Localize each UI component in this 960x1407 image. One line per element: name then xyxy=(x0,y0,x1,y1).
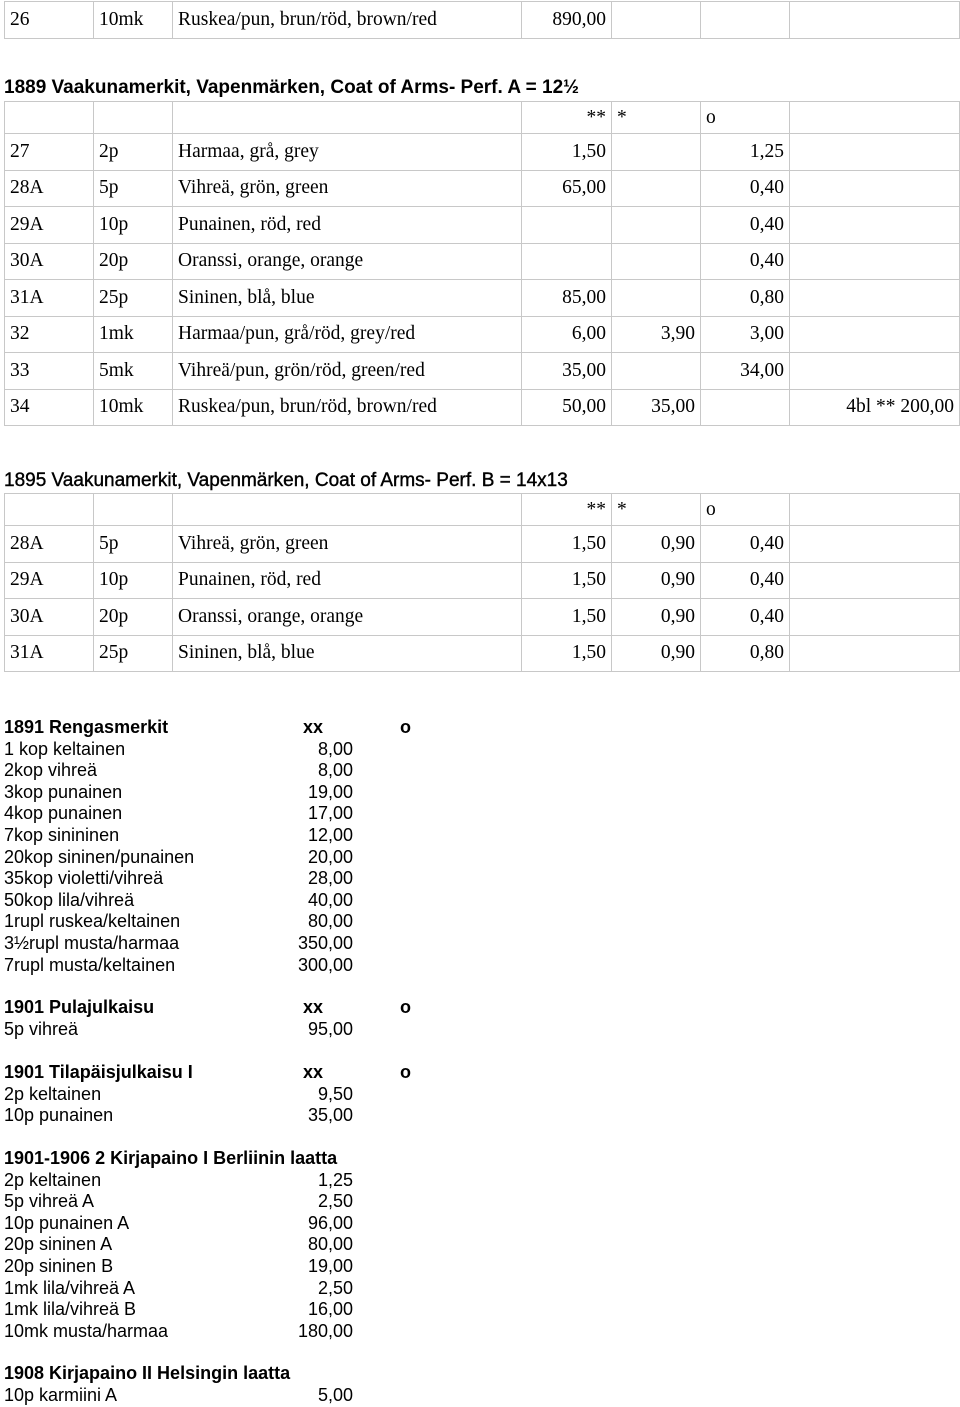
price-mint-hinged: 0,90 xyxy=(612,635,701,672)
item-name: 4kop punainen xyxy=(4,803,123,824)
table-row xyxy=(5,389,960,426)
item-price: 1,25 xyxy=(317,1169,353,1190)
item-name: 3½rupl musta/harmaa xyxy=(4,932,180,953)
catalog-number: 27 xyxy=(5,134,94,171)
section-title-text: 1895 Vaakunamerkit, Vapenmärken, Coat of Arms- Perf. B = 14x13 xyxy=(4,470,568,491)
empty-cell xyxy=(5,494,94,526)
denomination: 5p xyxy=(94,170,173,207)
item-price: 5,00 xyxy=(317,1384,353,1405)
item-name: 10mk musta/harmaa xyxy=(4,1320,169,1341)
item-price: 2,50 xyxy=(317,1277,353,1298)
price-mint-hinged: 0,90 xyxy=(612,562,701,599)
item-price: 80,00 xyxy=(307,1234,353,1255)
color-description: Sininen, blå, blue xyxy=(173,635,522,672)
table-row xyxy=(5,170,960,207)
item-name: 2p keltainen xyxy=(4,1169,102,1190)
catalog-number: 33 xyxy=(5,353,94,390)
catalog-number: 31A xyxy=(5,635,94,672)
color-description: Ruskea/pun, brun/röd, brown/red xyxy=(173,2,522,39)
item-name: 7kop sinininen xyxy=(4,824,120,845)
item-name: 1rupl ruskea/keltainen xyxy=(4,911,181,932)
item-price: 8,00 xyxy=(317,760,353,781)
column-header-used: o xyxy=(400,997,411,1017)
item-price: 95,00 xyxy=(307,1018,353,1039)
column-header-used: o xyxy=(400,1062,411,1082)
color-description: Vihreä, grön, green xyxy=(173,170,522,207)
column-header-used: o xyxy=(400,717,411,737)
price-used xyxy=(701,2,790,39)
denomination: 10p xyxy=(94,207,173,244)
price-mint-hinged: 35,00 xyxy=(612,389,701,426)
price-mint-hinged xyxy=(612,2,701,39)
extra-note xyxy=(790,353,960,390)
header-mint-hinged: * xyxy=(612,494,701,526)
price-used: 0,40 xyxy=(701,562,790,599)
price-mint-nh xyxy=(522,243,612,280)
item-name: 10p punainen A xyxy=(4,1212,130,1233)
extra-note xyxy=(790,316,960,353)
empty-cell xyxy=(790,102,960,134)
item-price: 8,00 xyxy=(317,738,353,759)
extra-note xyxy=(790,207,960,244)
catalog-number: 30A xyxy=(5,599,94,636)
item-price: 20,00 xyxy=(307,846,353,867)
price-mint-hinged: 3,90 xyxy=(612,316,701,353)
table-row xyxy=(5,353,960,390)
color-description: Vihreä, grön, green xyxy=(173,526,522,563)
price-mint-nh xyxy=(522,207,612,244)
color-description: Punainen, röd, red xyxy=(173,207,522,244)
catalog-number: 32 xyxy=(5,316,94,353)
header-used: o xyxy=(701,494,790,526)
empty-cell xyxy=(94,494,173,526)
price-used: 34,00 xyxy=(701,353,790,390)
extra-note xyxy=(790,243,960,280)
price-mint-nh: 65,00 xyxy=(522,170,612,207)
item-price: 96,00 xyxy=(307,1212,353,1233)
denomination: 10mk xyxy=(94,389,173,426)
price-used: 0,40 xyxy=(701,526,790,563)
table-row xyxy=(5,207,960,244)
price-used: 0,40 xyxy=(701,599,790,636)
column-header-mint: xx xyxy=(303,717,324,737)
empty-cell xyxy=(790,494,960,526)
item-name: 5p vihreä xyxy=(4,1018,79,1039)
color-description: Harmaa, grå, grey xyxy=(173,134,522,171)
column-header-mint: xx xyxy=(303,1062,324,1082)
price-mint-hinged xyxy=(612,170,701,207)
price-mint-nh: 1,50 xyxy=(522,635,612,672)
item-name: 2p keltainen xyxy=(4,1083,102,1104)
denomination: 5p xyxy=(94,526,173,563)
section-title-1895 xyxy=(4,470,568,492)
table-row xyxy=(5,280,960,317)
list-title: 1891 Rengasmerkit xyxy=(4,717,169,737)
extra-note: 4bl ** 200,00 xyxy=(790,389,960,426)
empty-cell xyxy=(94,102,173,134)
list-title: 1901-1906 2 Kirjapaino I Berliinin laatta xyxy=(4,1148,338,1168)
header-used: o xyxy=(701,102,790,134)
header-mint-hinged: * xyxy=(612,102,701,134)
price-used: 3,00 xyxy=(701,316,790,353)
item-price: 35,00 xyxy=(307,1105,353,1126)
item-name: 1mk lila/vihreä A xyxy=(4,1277,136,1298)
price-mint-nh: 85,00 xyxy=(522,280,612,317)
denomination: 10p xyxy=(94,562,173,599)
table-row xyxy=(5,134,960,171)
denomination: 2p xyxy=(94,134,173,171)
price-used: 0,80 xyxy=(701,280,790,317)
extra-note xyxy=(790,635,960,672)
item-name: 35kop violetti/vihreä xyxy=(4,868,164,889)
color-description: Harmaa/pun, grå/röd, grey/red xyxy=(173,316,522,353)
color-description: Oranssi, orange, orange xyxy=(173,243,522,280)
column-header-mint: xx xyxy=(303,997,324,1017)
extra-note xyxy=(790,170,960,207)
denomination: 10mk xyxy=(94,2,173,39)
section-title-1889 xyxy=(4,77,579,99)
item-price: 40,00 xyxy=(307,889,353,910)
item-price: 350,00 xyxy=(297,932,353,953)
stamp-table-1889 xyxy=(4,101,960,426)
price-used: 1,25 xyxy=(701,134,790,171)
price-mint-nh: 1,50 xyxy=(522,526,612,563)
denomination: 20p xyxy=(94,243,173,280)
price-mint-nh: 35,00 xyxy=(522,353,612,390)
catalog-number: 30A xyxy=(5,243,94,280)
item-price: 80,00 xyxy=(307,911,353,932)
table-row xyxy=(5,526,960,563)
extra-note xyxy=(790,562,960,599)
item-price: 28,00 xyxy=(307,868,353,889)
price-used: 0,80 xyxy=(701,635,790,672)
price-used: 0,40 xyxy=(701,170,790,207)
item-price: 16,00 xyxy=(307,1299,353,1320)
table-header-row xyxy=(5,494,960,526)
item-name: 10p karmiini A xyxy=(4,1384,118,1405)
item-name: 20p sininen A xyxy=(4,1234,113,1255)
table-row xyxy=(5,316,960,353)
empty-cell xyxy=(173,494,522,526)
empty-cell xyxy=(5,102,94,134)
catalog-number: 28A xyxy=(5,170,94,207)
color-description: Ruskea/pun, brun/röd, brown/red xyxy=(173,389,522,426)
item-price: 19,00 xyxy=(307,781,353,802)
table-row xyxy=(5,599,960,636)
item-price: 17,00 xyxy=(307,803,353,824)
extra-note xyxy=(790,2,960,39)
denomination: 1mk xyxy=(94,316,173,353)
price-used: 0,40 xyxy=(701,243,790,280)
item-name: 2kop vihreä xyxy=(4,760,98,781)
catalog-number: 34 xyxy=(5,389,94,426)
item-name: 1mk lila/vihreä B xyxy=(4,1299,137,1320)
table-row xyxy=(5,243,960,280)
price-used xyxy=(701,389,790,426)
item-price: 300,00 xyxy=(297,954,353,975)
stamp-table-continued xyxy=(4,1,960,39)
price-mint-nh: 890,00 xyxy=(522,2,612,39)
item-price: 12,00 xyxy=(307,824,353,845)
header-mint-nh: ** xyxy=(522,494,612,526)
catalog-number: 29A xyxy=(5,562,94,599)
price-mint-nh: 1,50 xyxy=(522,599,612,636)
denomination: 25p xyxy=(94,280,173,317)
item-price: 2,50 xyxy=(317,1191,353,1212)
extra-note xyxy=(790,526,960,563)
denomination: 20p xyxy=(94,599,173,636)
catalog-number: 31A xyxy=(5,280,94,317)
price-mint-hinged xyxy=(612,243,701,280)
item-name: 7rupl musta/keltainen xyxy=(4,954,176,975)
extra-note xyxy=(790,599,960,636)
price-mint-nh: 1,50 xyxy=(522,562,612,599)
price-mint-hinged xyxy=(612,280,701,317)
price-mint-hinged xyxy=(612,207,701,244)
header-mint-nh: ** xyxy=(522,102,612,134)
color-description: Vihreä/pun, grön/röd, green/red xyxy=(173,353,522,390)
price-mint-hinged: 0,90 xyxy=(612,599,701,636)
item-name: 10p punainen xyxy=(4,1105,114,1126)
item-name: 20kop sininen/punainen xyxy=(4,846,195,867)
table-header-row xyxy=(5,102,960,134)
catalog-number: 26 xyxy=(5,2,94,39)
price-mint-hinged: 0,90 xyxy=(612,526,701,563)
list-title: 1901 Pulajulkaisu xyxy=(4,997,155,1017)
price-mint-hinged xyxy=(612,353,701,390)
catalog-number: 28A xyxy=(5,526,94,563)
item-name: 5p vihreä A xyxy=(4,1191,95,1212)
price-used: 0,40 xyxy=(701,207,790,244)
table-row xyxy=(5,635,960,672)
extra-note xyxy=(790,134,960,171)
stamp-table-1895 xyxy=(4,493,960,672)
color-description: Punainen, röd, red xyxy=(173,562,522,599)
empty-cell xyxy=(173,102,522,134)
section-title-text: 1889 Vaakunamerkit, Vapenmärken, Coat of Arms- Perf. A = 12½ xyxy=(4,77,580,98)
item-price: 19,00 xyxy=(307,1255,353,1276)
price-mint-nh: 50,00 xyxy=(522,389,612,426)
catalog-number: 29A xyxy=(5,207,94,244)
denomination: 25p xyxy=(94,635,173,672)
price-mint-hinged xyxy=(612,134,701,171)
item-name: 1 kop keltainen xyxy=(4,738,126,759)
price-mint-nh: 1,50 xyxy=(522,134,612,171)
table-row xyxy=(5,2,960,39)
extra-note xyxy=(790,280,960,317)
item-name: 3kop punainen xyxy=(4,781,123,802)
price-mint-nh: 6,00 xyxy=(522,316,612,353)
color-description: Oranssi, orange, orange xyxy=(173,599,522,636)
item-price: 180,00 xyxy=(297,1320,353,1341)
item-name: 50kop lila/vihreä xyxy=(4,889,135,910)
list-title: 1901 Tilapäisjulkaisu I xyxy=(4,1062,193,1082)
table-row xyxy=(5,562,960,599)
item-price: 9,50 xyxy=(317,1083,353,1104)
denomination: 5mk xyxy=(94,353,173,390)
list-title: 1908 Kirjapaino II Helsingin laatta xyxy=(4,1363,291,1383)
item-name: 20p sininen B xyxy=(4,1255,114,1276)
color-description: Sininen, blå, blue xyxy=(173,280,522,317)
